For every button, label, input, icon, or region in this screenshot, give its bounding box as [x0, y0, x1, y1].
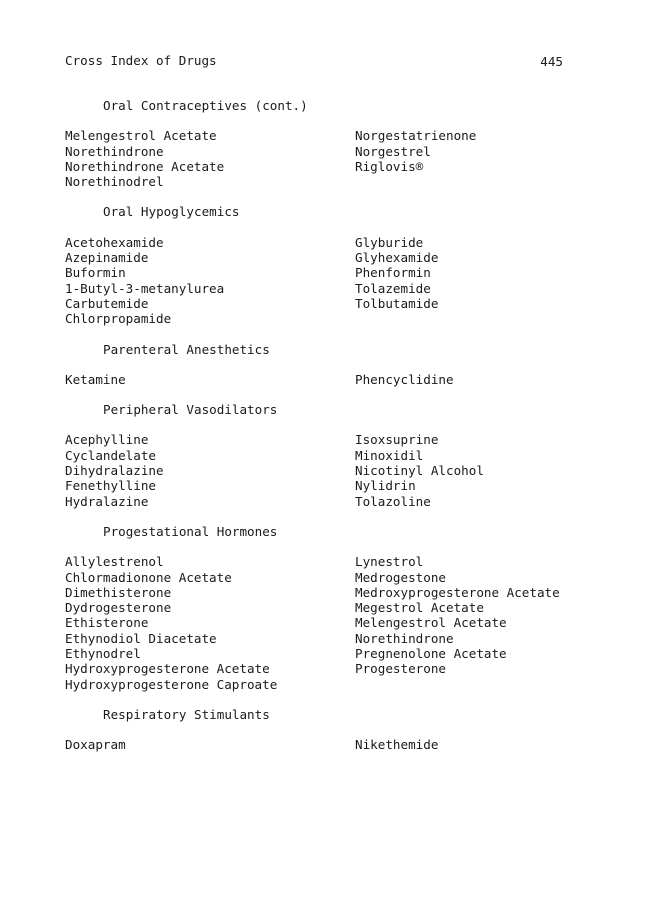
drug-entry: Acetohexamide — [65, 234, 164, 250]
drug-entry: Hydralazine — [65, 493, 149, 509]
drug-entry: Melengestrol Acetate — [65, 128, 217, 144]
drug-entry: Norethinodrel — [65, 174, 164, 190]
running-title: Cross Index of Drugs — [65, 53, 217, 68]
left-column — [65, 235, 355, 327]
drug-entry: Azepinamide — [65, 250, 149, 266]
drug-entry: Norgestatrienone — [355, 128, 477, 144]
drug-entry: Buformin — [65, 265, 126, 281]
drug-entry: Tolbutamide — [355, 295, 439, 311]
drug-entry: Melengestrol Acetate — [355, 615, 507, 631]
drug-entry: Nikethemide — [355, 737, 439, 753]
left-column — [65, 128, 355, 189]
drug-entry: Ethynodrel — [65, 646, 141, 662]
section-heading: Oral Contraceptives (cont.) — [103, 98, 308, 113]
drug-entry: Phenformin — [355, 265, 431, 281]
drug-entry: Hydroxyprogesterone Acetate — [65, 661, 270, 677]
left-column — [65, 432, 355, 508]
drug-entry: Chlorpropamide — [65, 311, 172, 327]
section-columns — [65, 737, 585, 752]
drug-entry: Isoxsuprine — [355, 432, 439, 448]
right-column — [355, 128, 575, 174]
section-oral-hypoglycemics — [65, 204, 585, 326]
drug-entry: 1-Butyl-3-metanylurea — [65, 280, 225, 296]
left-column — [65, 372, 355, 387]
drug-entry: Chlormadionone Acetate — [65, 569, 232, 585]
drug-entry: Carbutemide — [65, 295, 149, 311]
drug-entry: Acephylline — [65, 432, 149, 448]
section-heading: Oral Hypoglycemics — [103, 204, 240, 220]
section-columns — [65, 554, 585, 692]
section-heading: Parenteral Anesthetics — [103, 341, 270, 357]
drug-entry: Minoxidil — [355, 447, 424, 463]
drug-entry: Ketamine — [65, 371, 126, 387]
drug-entry: Dydrogesterone — [65, 600, 172, 616]
section-heading: Progestational Hormones — [103, 523, 278, 539]
drug-entry: Phencyclidine — [355, 371, 454, 387]
right-column — [355, 372, 575, 387]
drug-entry: Norethindrone Acetate — [65, 158, 225, 174]
section-peripheral-vasodilators — [65, 402, 585, 509]
drug-entry: Ethisterone — [65, 615, 149, 631]
section-oral-contraceptives — [65, 98, 585, 189]
drug-entry: Fenethylline — [65, 478, 156, 494]
drug-entry: Ethynodiol Diacetate — [65, 630, 217, 646]
drug-entry: Pregnenolone Acetate — [355, 646, 507, 662]
section-progestational-hormones — [65, 524, 585, 692]
drug-entry: Doxapram — [65, 737, 126, 753]
drug-entry: Norethindrone — [65, 143, 164, 159]
drug-entry: Dimethisterone — [65, 584, 172, 600]
right-column — [355, 737, 575, 752]
drug-entry: Glyburide — [355, 234, 424, 250]
drug-entry: Allylestrenol — [65, 554, 164, 570]
section-columns — [65, 128, 585, 189]
section-columns — [65, 235, 585, 327]
right-column — [355, 235, 575, 311]
drug-entry: Dihydralazine — [65, 463, 164, 479]
section-respiratory-stimulants — [65, 707, 585, 753]
section-heading: Peripheral Vasodilators — [103, 402, 278, 418]
drug-entry: Megestrol Acetate — [355, 600, 484, 616]
drug-entry: Nicotinyl Alcohol — [355, 463, 484, 479]
left-column — [65, 737, 355, 752]
drug-entry: Medrogestone — [355, 569, 446, 585]
section-columns — [65, 432, 585, 508]
drug-entry: Lynestrol — [355, 554, 424, 570]
left-column — [65, 554, 355, 692]
drug-index-content — [65, 98, 585, 768]
section-columns — [65, 372, 585, 387]
drug-entry: Medroxyprogesterone Acetate — [355, 584, 560, 600]
drug-entry: Tolazoline — [355, 493, 431, 509]
drug-entry: Progesterone — [355, 661, 446, 677]
drug-entry: Norethindrone — [355, 630, 454, 646]
section-parenteral-anesthetics — [65, 342, 585, 388]
drug-entry: Glyhexamide — [355, 250, 439, 266]
drug-entry: Nylidrin — [355, 478, 416, 494]
drug-entry: Cyclandelate — [65, 447, 156, 463]
drug-entry: Tolazemide — [355, 280, 431, 296]
page-header — [65, 53, 563, 69]
drug-entry: Norgestrel — [355, 143, 431, 159]
right-column — [355, 432, 575, 508]
right-column — [355, 554, 575, 676]
section-heading: Respiratory Stimulants — [103, 706, 270, 722]
drug-entry: Hydroxyprogesterone Caproate — [65, 676, 278, 692]
drug-entry: Riglovis® — [355, 158, 424, 174]
page-number: 445 — [540, 54, 563, 69]
